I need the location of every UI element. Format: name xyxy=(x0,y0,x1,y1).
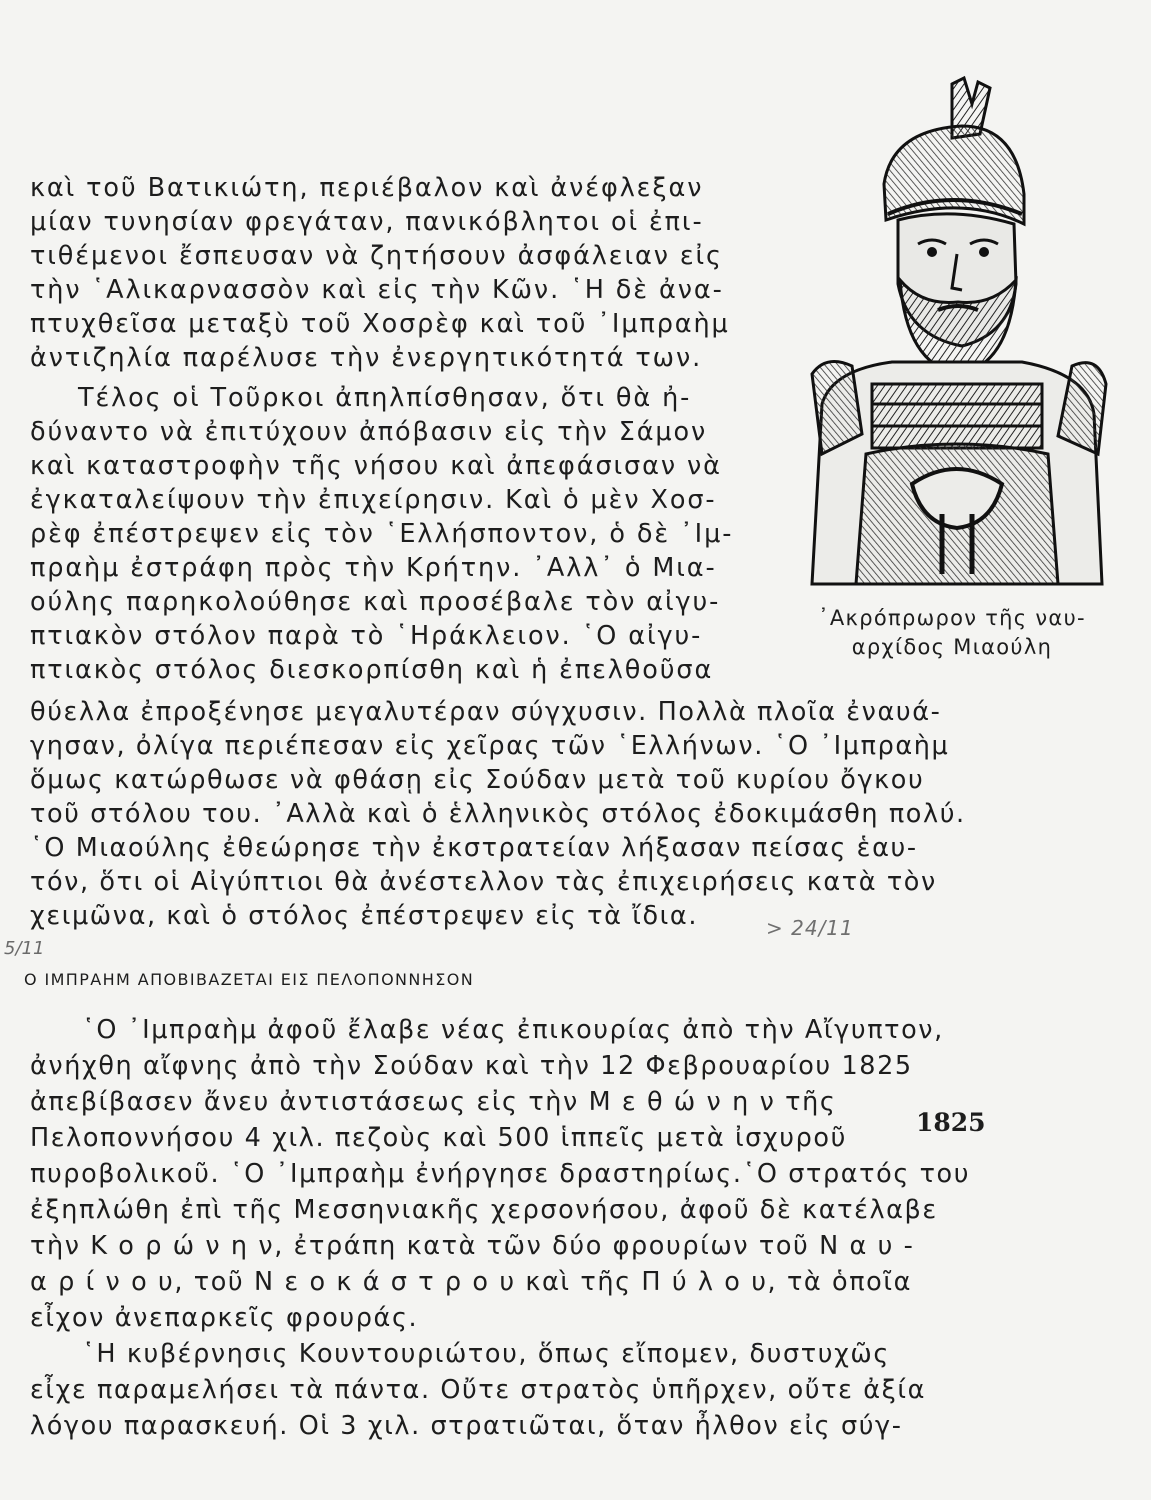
text-line: χειμῶνα, καὶ ὁ στόλος ἐπέστρεψεν εἰς τὰ ἴδια. xyxy=(30,901,699,931)
text-line: τὴν Κ ο ρ ώ ν η ν, ἐτράπη κατὰ τῶν δύο φρουρίων τοῦ Ν α υ - xyxy=(30,1231,915,1261)
figure-caption-line1: ᾿Ακρόπρωρον τῆς ναυ- xyxy=(818,606,1086,630)
text-line: πραὴμ ἐστράφη πρὸς τὴν Κρήτην. ᾿Αλλ᾿ ὁ Μια- xyxy=(30,553,717,583)
text-line: πτυχθεῖσα μεταξὺ τοῦ Χοσρὲφ καὶ τοῦ ᾿Ιμπραὴμ xyxy=(30,309,730,339)
text-line: ῾Ο Μιαούλης ἐθεώρησε τὴν ἐκστρατείαν λήξασαν πείσας ἑαυ- xyxy=(30,833,918,863)
text-line: εἶχε παραμελήσει τὰ πάντα. Οὔτε στρατὸς ὑπῆρχεν, οὔτε ἀξία xyxy=(30,1375,927,1405)
text-line: ἀνήχθη αἴφνης ἀπὸ τὴν Σούδαν καὶ τὴν 12 Φεβρουαρίου 1825 xyxy=(30,1051,913,1081)
text-line: ἐξηπλώθη ἐπὶ τῆς Μεσσηνιακῆς χερσονήσου, ἀφοῦ δὲ κατέλαβε xyxy=(30,1195,938,1225)
text-line: α ρ ί ν ο υ, τοῦ Ν ε ο κ ά σ τ ρ ο υ καὶ τῆς Π ύ λ ο υ, τὰ ὁποῖα xyxy=(30,1267,913,1297)
figure-caption-line2: αρχίδος Μιαούλη xyxy=(851,635,1053,659)
text-line: ἐγκαταλείψουν τὴν ἐπιχείρησιν. Καὶ ὁ μὲν Χοσ- xyxy=(30,485,717,515)
text-line: μίαν τυνησίαν φρεγάταν, πανικόβλητοι οἱ ἐπι- xyxy=(30,207,704,237)
text-line: ὅμως κατώρθωσε νὰ φθάσῃ εἰς Σούδαν μετὰ τοῦ κυρίου ὄγκου xyxy=(30,765,925,795)
text-line: τόν, ὅτι οἱ Αἰγύπτιοι θὰ ἀνέστελλον τὰς ἐπιχειρήσεις κατὰ τὸν xyxy=(30,867,937,897)
text-line: λόγου παρασκευή. Οἱ 3 χιλ. στρατιῶται, ὅταν ἦλθον εἰς σύγ- xyxy=(30,1411,903,1441)
text-line: δύναντο νὰ ἐπιτύχουν ἀπόβασιν εἰς τὴν Σάμον xyxy=(30,417,708,447)
text-line: ρὲφ ἐπέστρεψεν εἰς τὸν ῾Ελλήσποντον, ὁ δὲ ᾿Ιμ- xyxy=(30,519,734,549)
figure-caption xyxy=(802,604,1102,662)
text-line: τοῦ στόλου του. ᾿Αλλὰ καὶ ὁ ἑλληνικὸς στόλος ἐδοκιμάσθη πολύ. xyxy=(30,799,966,829)
text-line: πτιακὸς στόλος διεσκορπίσθη καὶ ἡ ἐπελθοῦσα xyxy=(30,655,714,685)
pencil-margin-mark: 5/11 xyxy=(4,938,45,959)
text-line: ούλης παρηκολούθησε καὶ προσέβαλε τὸν αἰγυ- xyxy=(30,587,721,617)
text-line: Τέλος οἱ Τοῦρκοι ἀπηλπίσθησαν, ὅτι θὰ ἠ- xyxy=(78,383,692,413)
figurehead-bust-illustration xyxy=(802,74,1108,594)
section-heading: Ο ΙΜΠΡΑΗΜ ΑΠΟΒΙΒΑΖΕΤΑΙ ΕΙΣ ΠΕΛΟΠΟΝΝΗΣΟΝ xyxy=(24,970,475,989)
text-line: πτιακὸν στόλον παρὰ τὸ ῾Ηράκλειον. ῾Ο αἰγυ- xyxy=(30,621,703,651)
text-line: καὶ καταστροφὴν τῆς νήσου καὶ ἀπεφάσισαν νὰ xyxy=(30,451,722,481)
text-line: πυροβολικοῦ. ῾Ο ᾿Ιμπραὴμ ἐνήργησε δραστηρίως.῾Ο στρατός του xyxy=(30,1159,971,1189)
text-line: τιθέμενοι ἔσπευσαν νὰ ζητήσουν ἀσφάλειαν εἰς xyxy=(30,241,723,271)
text-line: θύελλα ἐπροξένησε μεγαλυτέραν σύγχυσιν. Πολλὰ πλοῖα ἐναυά- xyxy=(30,697,942,727)
text-line: εἶχον ἀνεπαρκεῖς φρουράς. xyxy=(30,1303,419,1333)
text-line: ῾Η κυβέρνησις Κουντουριώτου, ὅπως εἴπομεν, δυστυχῶς xyxy=(82,1339,890,1369)
text-line: ἀπεβίβασεν ἄνευ ἀντιστάσεως εἰς τὴν Μ ε θ ώ ν η ν τῆς xyxy=(30,1087,837,1117)
pencil-annotation: > 24/11 xyxy=(766,916,854,940)
text-line: ῾Ο ᾿Ιμπραὴμ ἀφοῦ ἔλαβε νέας ἐπικουρίας ἀπὸ τὴν Αἴγυπτον, xyxy=(82,1015,944,1045)
text-line: ἀντιζηλία παρέλυσε τὴν ἐνεργητικότητά των. xyxy=(30,343,703,373)
margin-year-note: 1825 xyxy=(916,1108,986,1137)
text-line: Πελοποννήσου 4 χιλ. πεζοὺς καὶ 500 ἱππεῖς μετὰ ἰσχυροῦ xyxy=(30,1123,847,1153)
text-line: γησαν, ὀλίγα περιέπεσαν εἰς χεῖρας τῶν ῾Ελλήνων. ῾Ο ᾿Ιμπραὴμ xyxy=(30,731,950,761)
text-line: τὴν ῾Αλικαρνασσὸν καὶ εἰς τὴν Κῶν. ῾Η δὲ ἀνα- xyxy=(30,275,724,305)
text-line: καὶ τοῦ Βατικιώτη, περιέβαλον καὶ ἀνέφλεξαν xyxy=(30,173,704,203)
